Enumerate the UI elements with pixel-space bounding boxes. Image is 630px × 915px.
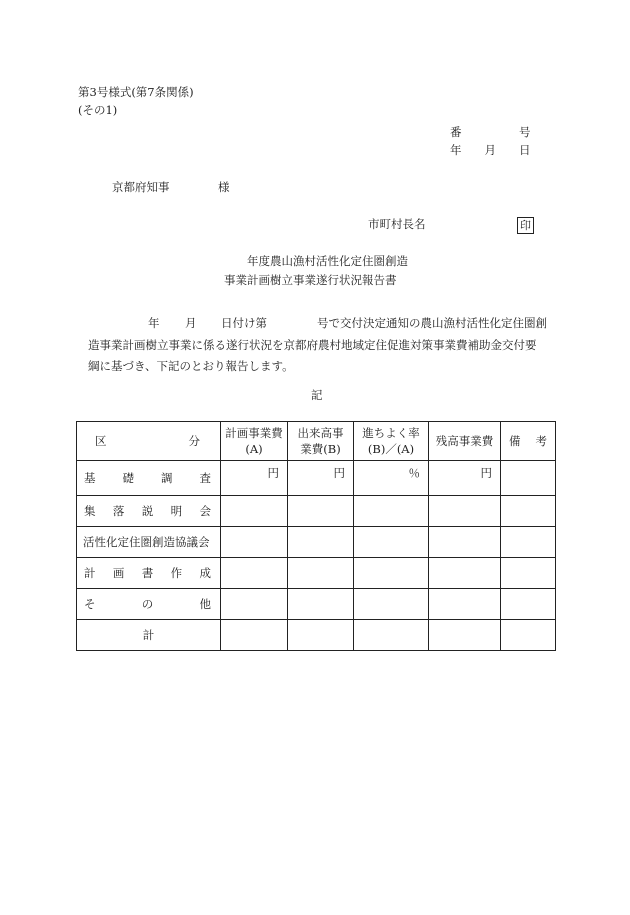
table-row [77,558,556,589]
table-cell [221,620,288,651]
unit-yen-plan: 円 [221,461,288,496]
table-row [77,620,556,651]
row-label-total [77,620,221,651]
body-line-1-rest: 号で交付決定通知の農山漁村活性化定住圏創 [317,316,547,330]
header-remaining-cost: 残高事業費 [429,422,501,461]
header-actual-cost-line1: 出来高事 [297,426,344,440]
body-day-ref: 日付け第 [221,316,267,330]
unit-yen-actual: 円 [288,461,354,496]
header-progress-rate [354,422,429,461]
header-plan-cost [221,422,288,461]
table-cell [288,527,354,558]
header-category-char: 区 [95,434,107,448]
row-label-char: 他 [199,597,211,611]
table-cell [429,558,501,589]
row-label-char: 査 [199,471,211,485]
row-label-council [77,527,221,558]
title-line-2: 事業計画樹立事業遂行状況報告書 [224,273,397,287]
table-cell [221,496,288,527]
row-label-char: 基 [84,471,96,485]
row-label-plan-creation [77,558,221,589]
unit-yen-remaining: 円 [429,461,501,496]
header-remarks-char: 考 [535,434,547,448]
table-cell [501,461,556,496]
table-cell [354,620,429,651]
body-line-2: 造事業計画樹立事業に係る遂行状況を京都府農村地域定住促進対策事業費補助金交付要 [88,337,537,352]
body-year: 年 [148,316,160,330]
table-row [77,496,556,527]
row-label-char: 明 [170,504,183,518]
table-cell [288,620,354,651]
table-cell [288,558,354,589]
row-label-char: 会 [199,504,211,518]
row-label-char: 落 [112,504,125,518]
table-cell [501,527,556,558]
header-plan-cost-line2: (A) [245,442,263,456]
table-cell [429,589,501,620]
table-cell [501,558,556,589]
recipient-honorific: 様 [218,180,230,194]
table-cell [221,589,288,620]
row-label-char: そ [84,597,96,611]
table-cell [354,589,429,620]
table-cell [221,527,288,558]
table-cell [354,527,429,558]
row-label-char: 成 [199,566,211,580]
table-cell [221,558,288,589]
row-label-char: の [141,597,154,611]
row-label-char: 礎 [122,471,134,485]
header-actual-cost [288,422,354,461]
header-progress-line1: 進ちよく率 [362,426,420,440]
table-cell [288,496,354,527]
header-category-char: 分 [188,434,200,448]
body-line-3: 綱に基づき、下記のとおり報告します。 [88,359,294,373]
sender-label: 市町村長名 [368,217,426,231]
body-line-1 [88,313,568,335]
row-label-char: 画 [112,566,125,580]
row-label-text: 計 [142,628,155,642]
row-label-char: 書 [141,566,154,580]
table-cell [429,527,501,558]
table-row [77,527,556,558]
table-cell [354,496,429,527]
table-row [77,589,556,620]
table-cell [501,620,556,651]
progress-table [76,421,556,651]
unit-percent: ％ [354,461,429,496]
row-label-briefing [77,496,221,527]
header-remarks [501,422,556,461]
table-cell [429,620,501,651]
row-label-other [77,589,221,620]
body-month: 月 [185,316,197,330]
recipient-name: 京都府知事 [112,180,170,194]
row-label-char: 集 [84,504,96,518]
header-progress-line2: (B)／(A) [367,442,415,456]
header-category [77,422,221,461]
document-date-label: 年 月 日 [450,143,531,157]
table-row [77,461,556,496]
table-cell [429,496,501,527]
header-remarks-char: 備 [509,434,521,448]
table-cell [354,558,429,589]
header-actual-cost-line2: 業費(B) [300,442,341,456]
row-label-char: 作 [170,566,183,580]
seal-mark: 印 [517,217,534,234]
table-header-row [77,422,556,461]
document-number-label: 番 号 [450,125,531,139]
row-label-basic-survey [77,461,221,496]
table-cell [501,496,556,527]
row-label-char: 説 [141,504,154,518]
row-label-char: 調 [161,471,173,485]
table-cell [288,589,354,620]
title-line-1: 年度農山漁村活性化定住圏創造 [247,254,408,268]
report-body [88,313,568,378]
form-sub-number: (その1) [78,103,118,117]
row-label-text: 活性化定住圏創造協議会 [83,535,210,549]
form-number: 第3号様式(第7条関係) [78,85,194,99]
row-label-char: 計 [84,566,96,580]
table-cell [501,589,556,620]
header-plan-cost-line1: 計画事業費 [225,426,283,440]
ki-heading: 記 [311,388,323,402]
